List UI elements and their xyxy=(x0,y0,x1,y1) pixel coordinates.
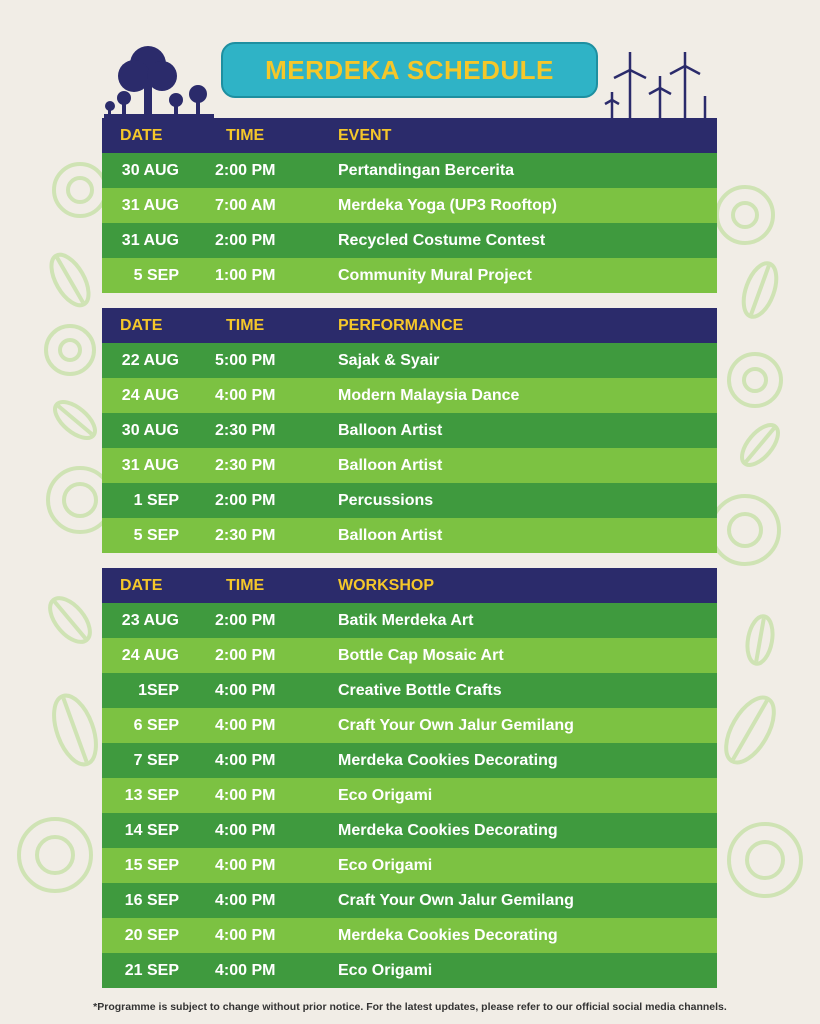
row-date: 30 AUG xyxy=(121,161,179,179)
row-event: Eco Origami xyxy=(338,961,433,979)
row-time: 4:00 PM xyxy=(215,926,276,944)
table-row xyxy=(102,448,717,483)
title-banner xyxy=(221,42,598,98)
table-header xyxy=(102,118,717,153)
row-event: Sajak & Syair xyxy=(338,351,440,369)
table-header xyxy=(102,308,717,343)
row-time: 2:00 PM xyxy=(215,491,276,509)
row-date: 16 SEP xyxy=(124,891,179,909)
row-date: 31 AUG xyxy=(121,231,179,249)
row-time: 4:00 PM xyxy=(215,681,276,699)
row-event: Craft Your Own Jalur Gemilang xyxy=(338,891,574,909)
row-event: Community Mural Project xyxy=(338,266,532,284)
row-event: Recycled Costume Contest xyxy=(338,231,546,249)
row-event: Balloon Artist xyxy=(338,526,443,544)
row-time: 7:00 AM xyxy=(215,196,276,214)
row-date: 31 AUG xyxy=(121,456,179,474)
header-performance: PERFORMANCE xyxy=(338,316,464,334)
row-time: 2:30 PM xyxy=(215,421,276,439)
gear-icon xyxy=(46,326,94,374)
leaf-icon xyxy=(737,259,782,321)
header-time: TIME xyxy=(226,316,265,334)
row-time: 4:00 PM xyxy=(215,716,276,734)
row-date: 6 SEP xyxy=(133,716,179,734)
leaf-icon xyxy=(744,614,776,665)
table-row xyxy=(102,953,717,988)
gear-icon xyxy=(54,164,106,216)
row-date: 15 SEP xyxy=(124,856,179,874)
table-row xyxy=(102,153,717,188)
row-time: 4:00 PM xyxy=(215,786,276,804)
row-event: Craft Your Own Jalur Gemilang xyxy=(338,716,574,734)
table-row xyxy=(102,673,717,708)
row-date: 23 AUG xyxy=(121,611,179,629)
row-event: Percussions xyxy=(338,491,434,509)
row-date: 31 AUG xyxy=(121,196,179,214)
leaf-icon xyxy=(49,395,101,444)
leaf-icon xyxy=(44,249,96,311)
row-time: 4:00 PM xyxy=(215,751,276,769)
row-time: 4:00 PM xyxy=(215,961,276,979)
footnote: *Programme is subject to change without prior notice. For the latest updates, please refer to our official social media channels. xyxy=(93,1001,727,1013)
row-date: 5 SEP xyxy=(133,526,179,544)
gear-icon xyxy=(717,187,773,243)
table-row xyxy=(102,258,717,293)
row-date: 13 SEP xyxy=(124,786,179,804)
row-event: Merdeka Cookies Decorating xyxy=(338,821,558,839)
row-event: Eco Origami xyxy=(338,856,433,874)
row-date: 21 SEP xyxy=(124,961,179,979)
row-time: 2:30 PM xyxy=(215,456,276,474)
row-event: Bottle Cap Mosaic Art xyxy=(338,646,504,664)
row-time: 1:00 PM xyxy=(215,266,276,284)
row-event: Creative Bottle Crafts xyxy=(338,681,502,699)
row-time: 2:00 PM xyxy=(215,611,276,629)
table-row xyxy=(102,638,717,673)
page-title: MERDEKA SCHEDULE xyxy=(265,54,554,85)
workshop-table xyxy=(102,568,717,988)
table-header xyxy=(102,568,717,603)
row-event: Pertandingan Bercerita xyxy=(338,161,515,179)
table-row xyxy=(102,223,717,258)
event-table xyxy=(102,118,717,293)
row-date: 30 AUG xyxy=(121,421,179,439)
row-date: 1SEP xyxy=(138,681,179,699)
leaf-icon xyxy=(43,591,98,649)
table-row xyxy=(102,708,717,743)
row-date: 1 SEP xyxy=(133,491,179,509)
header-date: DATE xyxy=(120,316,163,334)
performance-table xyxy=(102,308,717,553)
row-time: 4:00 PM xyxy=(215,891,276,909)
row-date: 5 SEP xyxy=(133,266,179,284)
row-time: 2:00 PM xyxy=(215,231,276,249)
row-event: Merdeka Cookies Decorating xyxy=(338,926,558,944)
table-row xyxy=(102,883,717,918)
row-event: Balloon Artist xyxy=(338,421,443,439)
table-row xyxy=(102,848,717,883)
table-row xyxy=(102,918,717,953)
header-time: TIME xyxy=(226,576,265,594)
table-row xyxy=(102,778,717,813)
header-time: TIME xyxy=(226,126,265,144)
row-date: 14 SEP xyxy=(124,821,179,839)
gear-icon xyxy=(729,354,781,406)
table-row xyxy=(102,188,717,223)
table-row xyxy=(102,413,717,448)
row-event: Balloon Artist xyxy=(338,456,443,474)
row-date: 22 AUG xyxy=(121,351,179,369)
row-event: Batik Merdeka Art xyxy=(338,611,474,629)
recycle-icon xyxy=(19,819,91,891)
row-event: Modern Malaysia Dance xyxy=(338,386,520,404)
row-date: 24 AUG xyxy=(121,386,179,404)
leaf-icon xyxy=(735,419,784,471)
row-event: Merdeka Cookies Decorating xyxy=(338,751,558,769)
row-event: Merdeka Yoga (UP3 Rooftop) xyxy=(338,196,557,214)
leaf-icon xyxy=(46,690,104,770)
row-time: 2:00 PM xyxy=(215,646,276,664)
table-row xyxy=(102,518,717,553)
row-time: 4:00 PM xyxy=(215,386,276,404)
table-row xyxy=(102,813,717,848)
row-date: 20 SEP xyxy=(124,926,179,944)
leaf-icon xyxy=(716,690,783,770)
header-date: DATE xyxy=(120,576,163,594)
row-time: 2:00 PM xyxy=(215,161,276,179)
header-workshop: WORKSHOP xyxy=(338,576,434,594)
row-date: 24 AUG xyxy=(121,646,179,664)
header-date: DATE xyxy=(120,126,163,144)
row-time: 2:30 PM xyxy=(215,526,276,544)
wind-turbine-icon xyxy=(600,52,715,122)
row-time: 4:00 PM xyxy=(215,856,276,874)
header-event: EVENT xyxy=(338,126,392,144)
recycle-icon xyxy=(729,824,801,896)
table-row xyxy=(102,483,717,518)
row-time: 4:00 PM xyxy=(215,821,276,839)
table-row xyxy=(102,743,717,778)
table-row xyxy=(102,378,717,413)
row-time: 5:00 PM xyxy=(215,351,276,369)
table-row xyxy=(102,343,717,378)
row-date: 7 SEP xyxy=(133,751,179,769)
table-row xyxy=(102,603,717,638)
tree-icon xyxy=(104,42,214,120)
recycle-icon xyxy=(711,496,779,564)
row-event: Eco Origami xyxy=(338,786,433,804)
